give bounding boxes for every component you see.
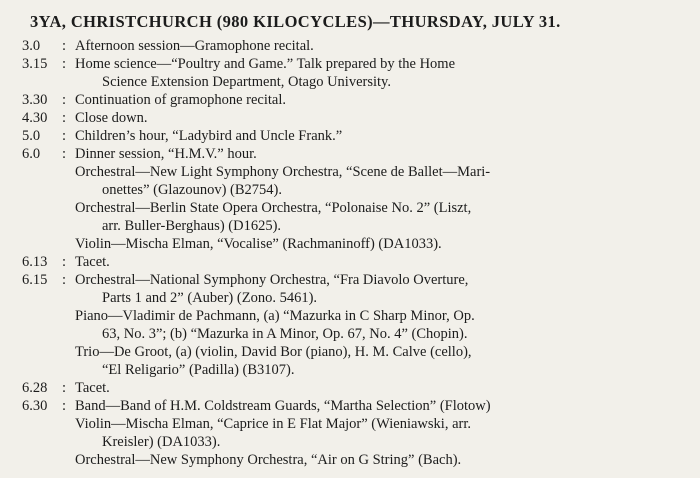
line-text: Band—Band of H.M. Coldstream Guards, “Martha Selection” (Flotow) xyxy=(75,398,491,414)
line-text: Orchestral—National Symphony Orchestra, “Fra Diavolo Overture, xyxy=(75,272,469,288)
time-colon: : xyxy=(62,110,67,126)
time-slot: 4.30 xyxy=(22,110,48,126)
time-colon: : xyxy=(62,38,67,54)
line-text: “El Religario” (Padilla) (B3107). xyxy=(102,362,295,378)
line-text: Continuation of gramophone recital. xyxy=(75,92,287,108)
time-slot: 6.0 xyxy=(22,146,41,162)
time-colon: : xyxy=(62,398,67,414)
time-colon: : xyxy=(62,146,67,162)
line-text: arr. Buller-Berghaus) (D1625). xyxy=(102,218,282,234)
time-slot: 3.15 xyxy=(22,56,48,72)
time-slot: 3.0 xyxy=(22,38,41,54)
line-text: Orchestral—New Symphony Orchestra, “Air on G String” (Bach). xyxy=(75,452,462,468)
line-text: 63, No. 3”; (b) “Mazurka in A Minor, Op. 67, No. 4” (Chopin). xyxy=(102,326,468,342)
line-text: Close down. xyxy=(75,110,148,126)
line-text: Violin—Mischa Elman, “Vocalise” (Rachmaninoff) (DA1033). xyxy=(75,236,442,252)
time-slot: 6.15 xyxy=(22,272,48,288)
line-text: Orchestral—New Light Symphony Orchestra, “Scene de Ballet—Mari- xyxy=(75,164,491,180)
time-colon: : xyxy=(62,56,67,72)
line-text: Afternoon session—Gramophone recital. xyxy=(75,38,314,54)
time-slot: 6.13 xyxy=(22,254,48,270)
line-text: Children’s hour, “Ladybird and Uncle Frank.” xyxy=(75,128,343,144)
time-slot: 5.0 xyxy=(22,128,41,144)
line-text: Home science—“Poultry and Game.” Talk prepared by the Home xyxy=(75,56,456,72)
line-text: Violin—Mischa Elman, “Caprice in E Flat Major” (Wieniawski, arr. xyxy=(75,416,471,432)
time-colon: : xyxy=(62,92,67,108)
line-text: Tacet. xyxy=(75,254,110,270)
time-colon: : xyxy=(62,272,67,288)
station-heading: 3YA, CHRISTCHURCH (980 KILOCYCLES)—THURSDAY, JULY 31. xyxy=(30,12,561,31)
line-text: Dinner session, “H.M.V.” hour. xyxy=(75,146,257,162)
time-slot: 3.30 xyxy=(22,92,48,108)
time-colon: : xyxy=(62,380,67,396)
time-slot: 6.30 xyxy=(22,398,48,414)
line-text: Parts 1 and 2” (Auber) (Zono. 5461). xyxy=(102,290,318,306)
line-text: Kreisler) (DA1033). xyxy=(102,434,221,450)
time-colon: : xyxy=(62,128,67,144)
line-text: Piano—Vladimir de Pachmann, (a) “Mazurka in C Sharp Minor, Op. xyxy=(75,308,475,324)
time-colon: : xyxy=(62,254,67,270)
line-text: onettes” (Glazounov) (B2754). xyxy=(102,182,282,198)
time-slot: 6.28 xyxy=(22,380,48,396)
line-text: Orchestral—Berlin State Opera Orchestra, “Polonaise No. 2” (Liszt, xyxy=(75,200,472,216)
line-text: Trio—De Groot, (a) (violin, David Bor (piano), H. M. Calve (cello), xyxy=(75,344,472,360)
line-text: Tacet. xyxy=(75,380,110,396)
line-text: Science Extension Department, Otago University. xyxy=(102,74,391,90)
